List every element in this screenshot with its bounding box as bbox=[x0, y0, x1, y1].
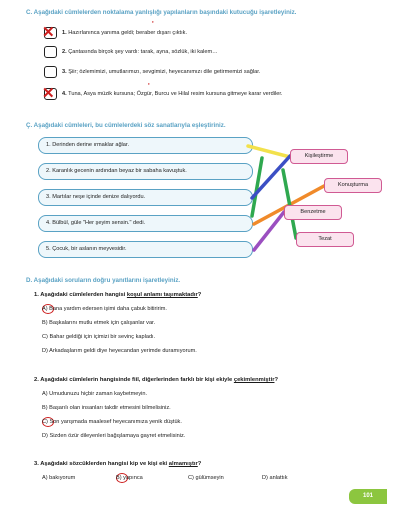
question-1-title: 1. Aşağıdaki cümlelerden hangisi koşul anlamı taşımaktadır? bbox=[34, 292, 202, 298]
sentence-pill-5[interactable]: 5. Çocuk, bir aslanın meyvesidir. bbox=[38, 241, 253, 258]
sentence-pill-1[interactable]: 1. Derinden derine ırmaklar ağlar. bbox=[38, 137, 253, 154]
tag-konusturma[interactable]: Konuşturma bbox=[324, 178, 382, 193]
sentence-c-1: 1. Hazırlanınca yanıma geldi; beraber dışarı çıktık. bbox=[62, 30, 188, 36]
q1-option-b[interactable]: B) Başkalarını mutlu etmek için çalışanlar var. bbox=[42, 320, 156, 326]
sentence-pill-2[interactable]: 2. Karanlık gecenin ardından beyaz bir sabaha kavuştuk. bbox=[38, 163, 253, 180]
section-c-title: C. Aşağıdaki cümlelerden noktalama yanlışlığı yapılanların başındaki kutucuğu işaretleyiniz. bbox=[26, 9, 297, 16]
q1-option-c[interactable]: C) Bahar geldiği için içimizi bir sevinç kapladı. bbox=[42, 334, 156, 340]
section-cc-title: Ç. Aşağıdaki cümleleri, bu cümlelerdeki söz sanatlarıyla eşleştiriniz. bbox=[26, 122, 226, 129]
correction-mark-4: ' bbox=[148, 83, 150, 90]
q2-option-a[interactable]: A) Umudunuzu hiçbir zaman kaybetmeyin. bbox=[42, 391, 148, 397]
section-d-title: D. Aşağıdaki soruların doğru yanıtlarını işaretleyiniz. bbox=[26, 277, 181, 284]
tag-benzetme[interactable]: Benzetme bbox=[284, 205, 342, 220]
q2-option-c[interactable]: C) Son yarışmada maalesef heyecanımıza yenik düştük. bbox=[42, 419, 182, 425]
q3-option-d[interactable]: D) anlattık bbox=[262, 475, 288, 481]
sentence-pill-3[interactable]: 3. Martılar neşe içinde denize dalıyordu. bbox=[38, 189, 253, 206]
match-line-1 bbox=[248, 146, 290, 157]
sentence-c-3: 3. Şiir; özlemimizi, umutlarımızı, sevgimizi, heyecanımızı dile getirmemizi sağlar. bbox=[62, 69, 261, 75]
question-3-title: 3. Aşağıdaki sözcüklerden hangisi kip ve kişi eki almamıştır? bbox=[34, 461, 202, 467]
sentence-c-2: 2. Çantasında birçok şey vardı: tarak, ayna, sözlük, iki kalem… bbox=[62, 49, 218, 55]
tag-kisilestirme[interactable]: Kişileştirme bbox=[290, 149, 348, 164]
sentence-c-4: 4. Tuna, Asya müzik kursuna; Özgür, Burcu ve Hilal resim kursuna gitmeye karar verdiler. bbox=[62, 91, 283, 97]
question-2-title: 2. Aşağıdaki cümlelerin hangisinde fiil, diğerlerinden farklı bir kişi ekiyle çekimlenmiştir? bbox=[34, 377, 279, 383]
q3-option-b[interactable]: B) yapınca bbox=[116, 475, 143, 481]
q1-option-d[interactable]: D) Arkadaşlarım geldi diye heyecandan yerimde duramıyorum. bbox=[42, 348, 197, 354]
q2-option-b[interactable]: B) Başarılı olan insanları takdir etmesini bilmelisiniz. bbox=[42, 405, 171, 411]
x-mark-4: ✕ bbox=[42, 85, 55, 102]
correction-mark-1: ' bbox=[152, 21, 154, 28]
q3-option-c[interactable]: C) gülümseyin bbox=[188, 475, 224, 481]
q1-option-a[interactable]: A) Bana yardım edersen işimi daha çabuk bitiririm. bbox=[42, 306, 167, 312]
page-number: 101 bbox=[349, 489, 387, 504]
sentence-pill-4[interactable]: 4. Bülbül, güle "Her şeyim sensin." dedi. bbox=[38, 215, 253, 232]
q3-option-a[interactable]: A) bakıyorum bbox=[42, 475, 76, 481]
x-mark-1: ✕ bbox=[42, 24, 55, 41]
tag-tezat[interactable]: Tezat bbox=[296, 232, 354, 247]
q2-option-d[interactable]: D) Sizden özür dileyenleri bağışlamaya gayret etmelisiniz. bbox=[42, 433, 186, 439]
